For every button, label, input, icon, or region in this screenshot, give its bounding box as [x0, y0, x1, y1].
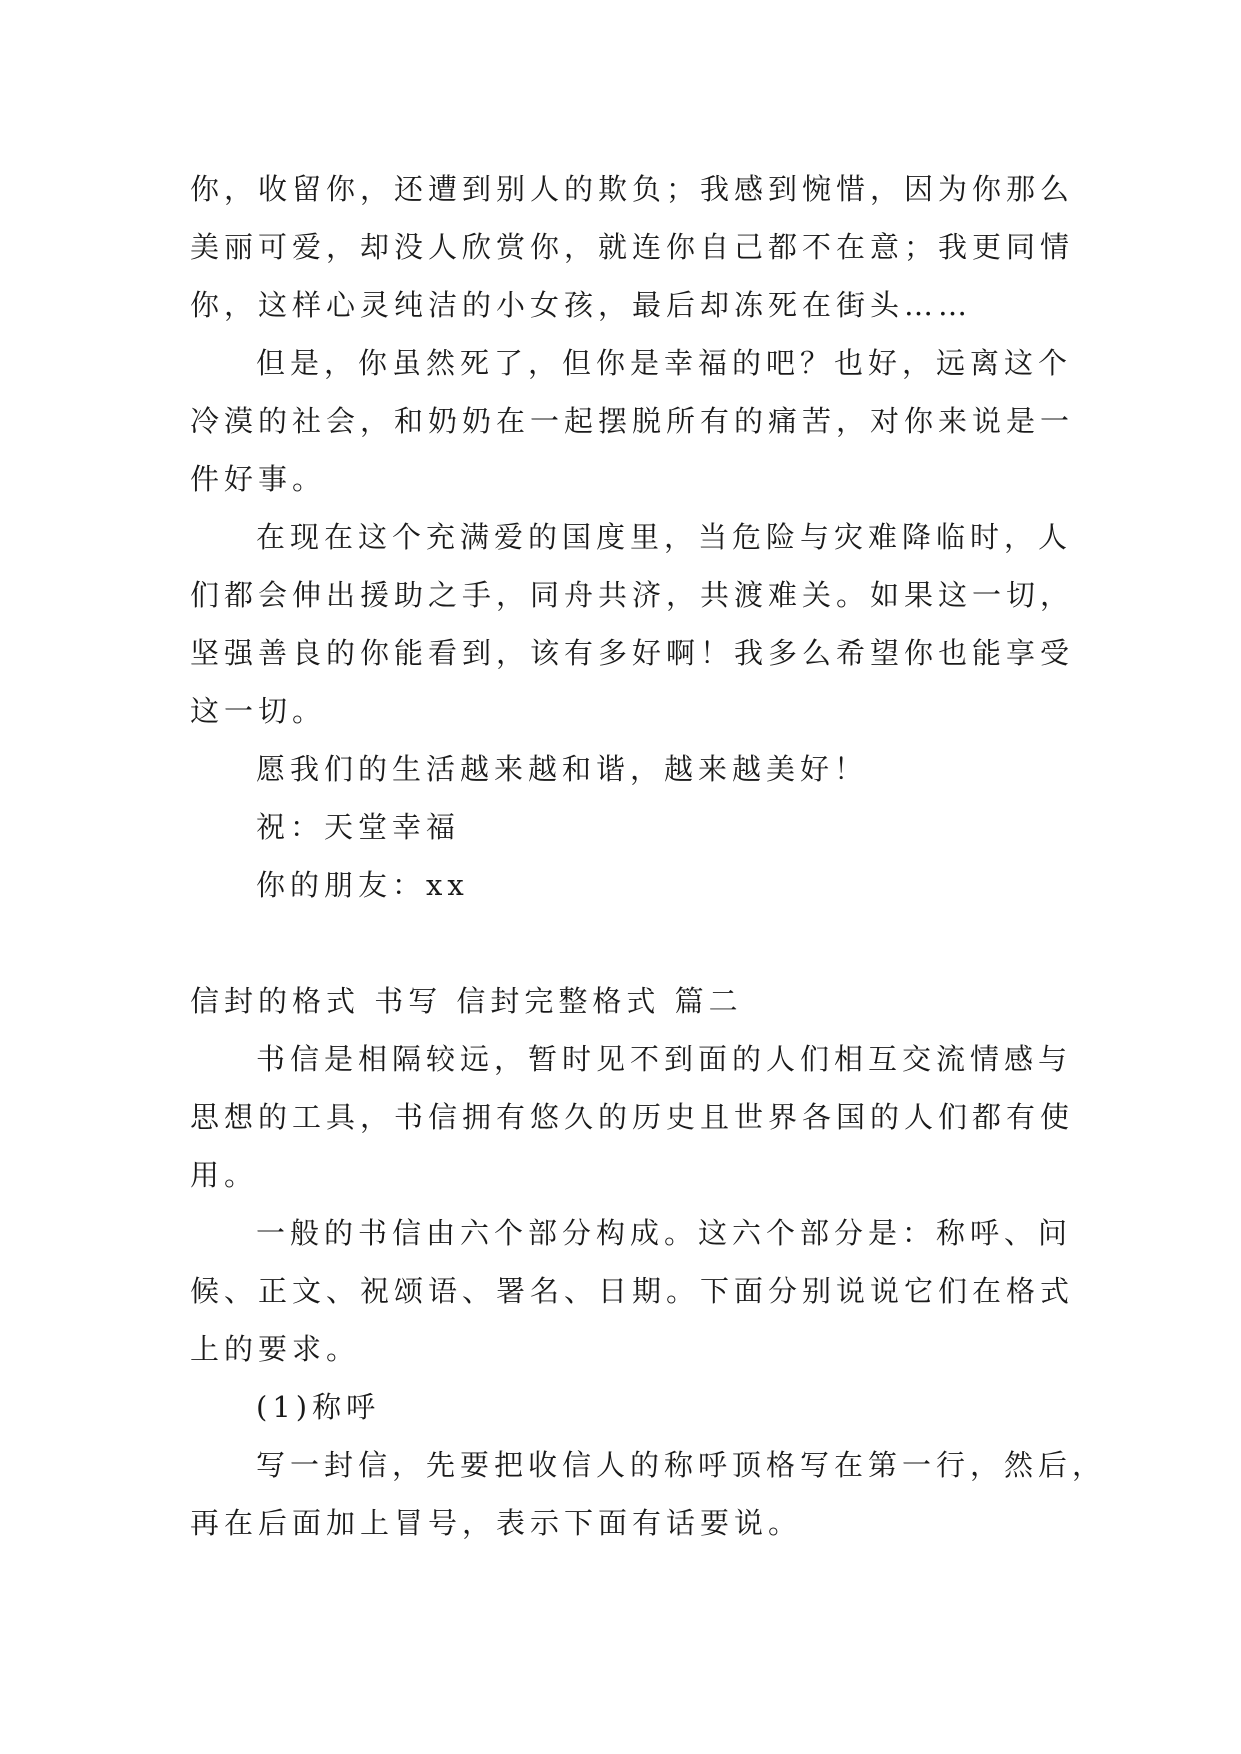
text-line: 你，收留你，还遭到别人的欺负；我感到惋惜，因为你那么 [190, 172, 1075, 206]
text-line: 在现在这个充满爱的国度里，当危险与灾难降临时，人 [256, 520, 1073, 554]
text-line: 祝：天堂幸福 [256, 810, 461, 844]
text-line: 候、正文、祝颂语、署名、日期。下面分别说说它们在格式 [190, 1274, 1075, 1308]
paragraph [190, 334, 1075, 508]
text-line: 你的朋友：xx [256, 868, 469, 902]
text-line: 坚强善良的你能看到，该有多好啊！我多么希望你也能享受 [190, 636, 1075, 670]
text-line: 书信是相隔较远，暂时见不到面的人们相互交流情感与 [256, 1042, 1073, 1076]
text-line: 这一切。 [190, 694, 327, 728]
document-body [190, 160, 1107, 1552]
text-line: 写一封信，先要把收信人的称呼顶格写在第一行，然后， [256, 1448, 1107, 1482]
text-line: 一般的书信由六个部分构成。这六个部分是：称呼、问 [256, 1216, 1073, 1250]
paragraph [190, 1204, 1075, 1378]
paragraph [190, 1436, 1107, 1552]
text-line: 再在后面加上冒号，表示下面有话要说。 [190, 1506, 803, 1540]
text-line: 件好事。 [190, 462, 327, 496]
section-heading [190, 972, 1060, 1030]
text-line: 美丽可爱，却没人欣赏你，就连你自己都不在意；我更同情 [190, 230, 1075, 264]
wish-line [190, 740, 1060, 798]
paragraph [190, 508, 1075, 740]
text-line: 上的要求。 [190, 1332, 361, 1366]
closing-line [190, 798, 1060, 856]
paragraph [190, 160, 1075, 334]
signature-line [190, 856, 1060, 914]
text-line: 愿我们的生活越来越和谐，越来越美好！ [256, 752, 869, 786]
text-line: 思想的工具，书信拥有悠久的历史且世界各国的人们都有使 [190, 1100, 1075, 1134]
heading-text: 信封的格式 书写 信封完整格式 篇二 [190, 984, 743, 1018]
text-line: 用。 [190, 1158, 259, 1192]
text-line: (1)称呼 [256, 1390, 381, 1424]
paragraph [190, 1030, 1075, 1204]
subheading [190, 1378, 1060, 1436]
section-gap [190, 914, 1060, 972]
text-line: 冷漠的社会，和奶奶在一起摆脱所有的痛苦，对你来说是一 [190, 404, 1075, 438]
text-line: 但是，你虽然死了，但你是幸福的吧？也好，远离这个 [256, 346, 1073, 380]
text-line: 你，这样心灵纯洁的小女孩，最后却冻死在街头…… [190, 288, 973, 322]
text-line: 们都会伸出援助之手，同舟共济，共渡难关。如果这一切， [190, 578, 1075, 612]
